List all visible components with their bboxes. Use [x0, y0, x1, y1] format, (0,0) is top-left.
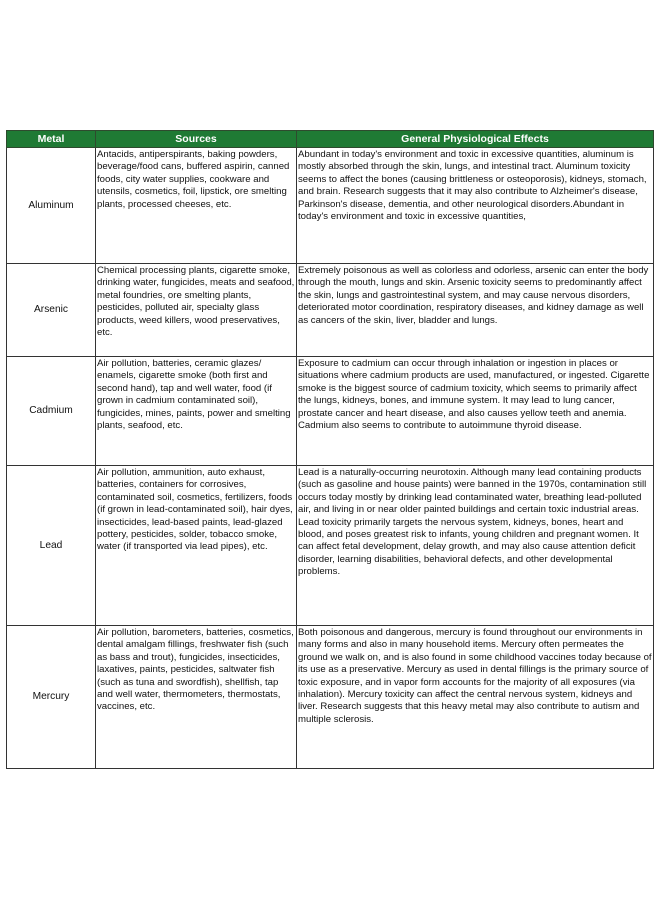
- header-effects: General Physiological Effects: [297, 131, 654, 148]
- heavy-metals-table: [6, 130, 654, 769]
- table-row-mercury: [7, 626, 654, 769]
- heavy-metals-table-container: [6, 130, 653, 769]
- effects-cell: Exposure to cadmium can occur through inhalation or ingestion in places or situations where cadmium products are used, manufactured, or ingested. Cigarette smoke is the biggest source of cadmium toxicity, which seems to primarily affect the lungs, kidneys, bones, and immune system. It may lead to lung cancer, prostate cancer and heart disease, and also causes yellow teeth and anemia. Cadmium also seems to contribute to autoimmune thyroid disease.: [297, 357, 654, 466]
- metal-cell: Cadmium: [7, 357, 96, 466]
- sources-cell: Antacids, antiperspirants, baking powders, beverage/food cans, buffered aspirin, canned foods, city water supplies, cookware and utensils, cosmetics, foil, lipstick, ore smelting plants, processed cheeses, etc.: [96, 148, 297, 264]
- sources-cell: Air pollution, barometers, batteries, cosmetics, dental amalgam fillings, freshwater fish (such as bass and trout), fungicides, insecticides, laxatives, paints, pesticides, saltwater fish (such as tuna and swordfish), shellfish, tap and well water, thermometers, thermostats, vaccines, etc.: [96, 626, 297, 769]
- metal-cell: Mercury: [7, 626, 96, 769]
- header-sources: Sources: [96, 131, 297, 148]
- table-row-arsenic: [7, 264, 654, 357]
- effects-cell: Both poisonous and dangerous, mercury is found throughout our environments in many forms and also in many household items. Mercury often permeates the ground we walk on, and is also found in some childhood vaccines today because of its use as a preservative. Mercury as used in dental fillings is the primary source of toxic exposure, and in vapor form accounts for the majority of all exposures (via inhalation). Mercury toxicity can affect the central nervous system, kidneys and liver. Research suggests that this heavy metal may also contribute to autism and multiple sclerosis.: [297, 626, 654, 769]
- metal-cell: Aluminum: [7, 148, 96, 264]
- table-row-cadmium: [7, 357, 654, 466]
- effects-cell: Extremely poisonous as well as colorless and odorless, arsenic can enter the body through the mouth, lungs and skin. Arsenic toxicity seems to predominantly affect the skin, lungs and gastrointestinal system, and may cause nervous disorders, deteriorated motor coordination, respiratory diseases, and kidney damage as well as cancers of the skin, liver, bladder and lungs.: [297, 264, 654, 357]
- effects-cell: Abundant in today's environment and toxic in excessive quantities, aluminum is mostly absorbed through the skin, lungs, and intestinal tract. Aluminum toxicity seems to affect the bones (causing brittleness or osteoporosis), kidneys, stomach, and brain. Research suggests that it may also contribute to Alzheimer's disease, Parkinson's disease, dementia, and other neurological disorders.Abundant in today's environment and toxic in excessive quantities,: [297, 148, 654, 264]
- header-row: [7, 131, 654, 148]
- sources-cell: Air pollution, batteries, ceramic glazes/ enamels, cigarette smoke (both first and second hand), tap and well water, food (if grown in cadmium contaminated soil), fungicides, mines, paints, power and smelting plants, seafood, etc.: [96, 357, 297, 466]
- table-body: [7, 148, 654, 769]
- table-row-aluminum: [7, 148, 654, 264]
- header-metal: Metal: [7, 131, 96, 148]
- metal-cell: Lead: [7, 466, 96, 626]
- sources-cell: Air pollution, ammunition, auto exhaust, batteries, containers for corrosives, contaminated soil, cosmetics, fertilizers, foods (if grown in lead-contaminated soil), hair dyes, insecticides, lead-based paints, lead-glazed pottery, pesticides, solder, tobacco smoke, water (if transported via lead pipes), etc.: [96, 466, 297, 626]
- metal-cell: Arsenic: [7, 264, 96, 357]
- table-header: [7, 131, 654, 148]
- effects-cell: Lead is a naturally-occurring neurotoxin. Although many lead containing products (such as gasoline and house paints) were banned in the 1970s, contamination still occurs today mostly by drinking lead contaminated water, breathing lead-polluted air, and living in or near older painted buildings and certain toxic industrial areas. Lead toxicity primarily targets the nervous system, kidneys, bones, heart and blood, and poses greatest risk to infants, young children and pregnant women. It can affect fetal development, delay growth, and may also cause attention deficit disorder, learning disabilities, behavioral defects, and other developmental problems.: [297, 466, 654, 626]
- sources-cell: Chemical processing plants, cigarette smoke, drinking water, fungicides, meats and seafood, metal foundries, ore smelting plants, pesticides, polluted air, specialty glass products, weed killers, wood preservatives, etc.: [96, 264, 297, 357]
- table-row-lead: [7, 466, 654, 626]
